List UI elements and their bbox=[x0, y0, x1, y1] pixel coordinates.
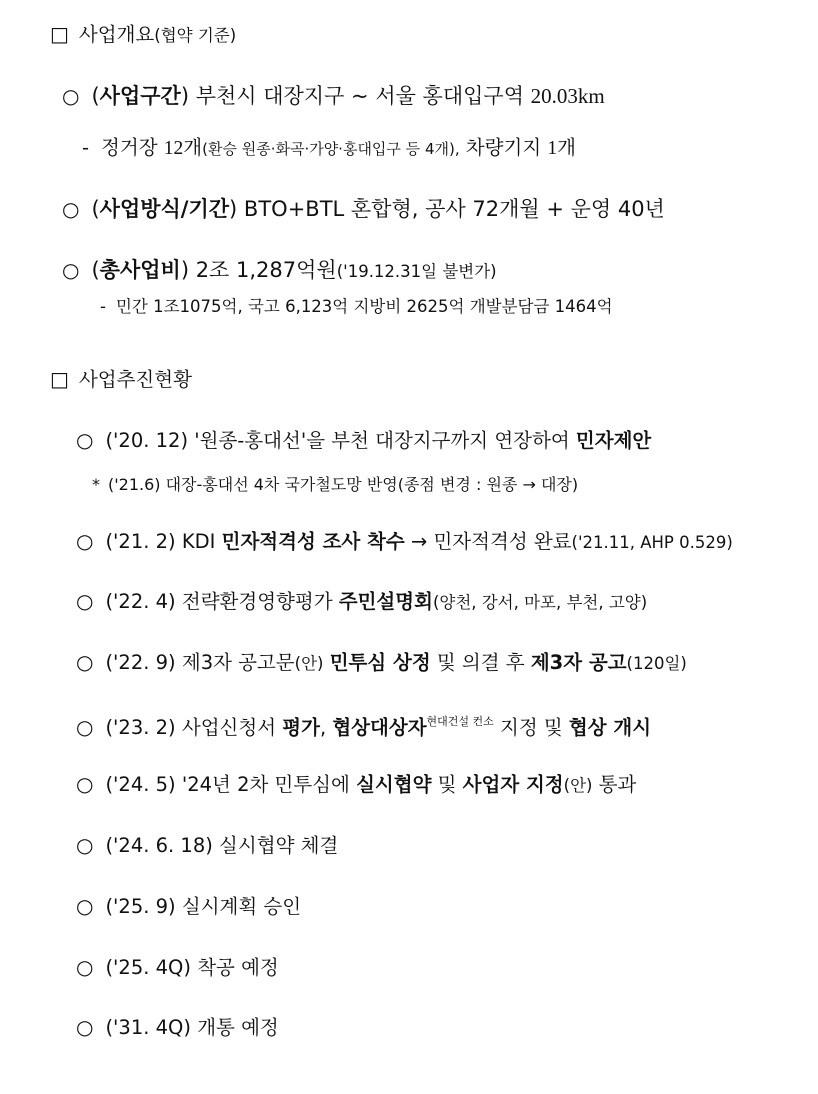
method-text: BTO+BTL 혼합형, 공사 72개월 + 운영 40년 bbox=[237, 197, 665, 221]
item-bold: 협상대상자 bbox=[332, 716, 427, 739]
item-text: 착공 예정 bbox=[191, 956, 279, 979]
s1-item-route bbox=[62, 84, 605, 108]
item-date: ('24. 5) bbox=[105, 773, 176, 796]
depot-label: 차량기지 bbox=[459, 136, 548, 159]
item-bold: 협상 개시 bbox=[568, 716, 652, 739]
circle-bullet-icon: ○ bbox=[76, 833, 94, 857]
item-note: (안) bbox=[294, 654, 324, 673]
circle-bullet-icon: ○ bbox=[62, 258, 80, 282]
item-text: 실시계획 승인 bbox=[175, 895, 302, 918]
s2-item-2204 bbox=[76, 589, 647, 615]
item-text: 사업신청서 bbox=[175, 716, 283, 739]
item-date: ('31. 4Q) bbox=[105, 1016, 191, 1039]
method-label: 사업방식/기간 bbox=[99, 197, 230, 221]
paren-open: ( bbox=[91, 258, 100, 282]
stations-note: (환승 원종·화곡·가양·홍대입구 등 4개), bbox=[202, 140, 460, 158]
circle-bullet-icon: ○ bbox=[76, 529, 94, 553]
note-text: ('21.6) 대장-홍대선 4차 국가철도망 반영(종점 변경 : 원종 → 대장) bbox=[108, 475, 579, 494]
item-superscript: 현대건설 컨소 bbox=[426, 715, 494, 728]
s2-item-2405 bbox=[76, 772, 636, 798]
cost-text: 2조 1,287억원 bbox=[189, 258, 337, 282]
circle-bullet-icon: ○ bbox=[62, 197, 80, 221]
section1-heading bbox=[50, 22, 236, 48]
paren-open: ( bbox=[91, 84, 100, 108]
star-bullet-icon: * bbox=[92, 475, 100, 494]
item-bold: 평가 bbox=[282, 716, 320, 739]
route-length: 20.03km bbox=[530, 84, 605, 108]
paren-open: ( bbox=[91, 197, 100, 221]
item-text: '원종-홍대선'을 부천 대장지구까지 연장하여 bbox=[188, 429, 576, 452]
circle-bullet-icon: ○ bbox=[76, 650, 94, 674]
circle-bullet-icon: ○ bbox=[76, 589, 94, 613]
item-bold: 제3자 공고 bbox=[530, 651, 627, 674]
section1-title-note: (협약 기준) bbox=[154, 26, 237, 45]
item-text: 및 의결 후 bbox=[430, 651, 531, 674]
s1-subitem-stations bbox=[82, 136, 576, 161]
circle-bullet-icon: ○ bbox=[76, 1015, 94, 1039]
section2-heading bbox=[50, 367, 192, 392]
item-text: 통과 bbox=[592, 773, 637, 796]
circle-bullet-icon: ○ bbox=[76, 894, 94, 918]
item-text: → 민자적격성 완료 bbox=[404, 530, 572, 553]
dash-bullet-icon: - bbox=[100, 297, 106, 316]
item-text: KDI bbox=[175, 530, 222, 553]
paren-close: ) bbox=[180, 258, 190, 282]
section2-title: 사업추진현황 bbox=[78, 368, 192, 391]
s2-item-240618 bbox=[76, 833, 338, 858]
s2-item-2102 bbox=[76, 529, 733, 555]
circle-bullet-icon: ○ bbox=[76, 428, 94, 452]
stations-count: 12개 bbox=[163, 138, 203, 159]
square-bullet-icon: □ bbox=[50, 22, 69, 46]
dash-bullet-icon: - bbox=[82, 136, 90, 159]
item-note: ('21.11, AHP 0.529) bbox=[571, 533, 733, 552]
stations-label: 정거장 bbox=[101, 136, 164, 159]
circle-bullet-icon: ○ bbox=[76, 955, 94, 979]
s2-item-2012-note bbox=[92, 473, 578, 497]
s2-item-2509 bbox=[76, 894, 301, 919]
circle-bullet-icon: ○ bbox=[76, 772, 94, 796]
s2-item-2012 bbox=[76, 428, 651, 453]
section1-title: 사업개요 bbox=[78, 23, 155, 46]
item-date: ('25. 9) bbox=[105, 895, 176, 918]
item-note: (120일) bbox=[626, 654, 687, 673]
s2-item-2302 bbox=[76, 710, 651, 740]
item-date: ('21. 2) bbox=[105, 530, 176, 553]
cost-label: 총사업비 bbox=[99, 258, 181, 282]
item-text: 전략환경영향평가 bbox=[175, 590, 339, 613]
item-date: ('25. 4Q) bbox=[105, 956, 191, 979]
item-bold: 민자제안 bbox=[575, 429, 652, 452]
route-label: 사업구간 bbox=[99, 84, 181, 108]
item-date: ('22. 4) bbox=[105, 590, 176, 613]
item-date: ('22. 9) bbox=[105, 651, 176, 674]
item-note: (양천, 강서, 마포, 부천, 고양) bbox=[432, 593, 648, 612]
item-date: ('23. 2) bbox=[105, 716, 176, 739]
s1-subitem-funding bbox=[100, 295, 613, 319]
s2-item-2209 bbox=[76, 650, 687, 676]
item-text: , bbox=[319, 716, 333, 739]
paren-close: ) bbox=[180, 84, 190, 108]
item-bold: 실시협약 bbox=[356, 773, 432, 796]
item-date: ('20. 12) bbox=[105, 429, 189, 452]
s1-item-method bbox=[62, 197, 665, 221]
item-text: 실시협약 체결 bbox=[212, 834, 339, 857]
s2-item-254q bbox=[76, 955, 279, 980]
square-bullet-icon: □ bbox=[50, 367, 69, 391]
circle-bullet-icon: ○ bbox=[76, 715, 94, 739]
circle-bullet-icon: ○ bbox=[62, 84, 80, 108]
item-text: 지정 및 bbox=[493, 716, 569, 739]
item-note: (안) bbox=[563, 776, 593, 795]
item-text: 제3자 공고문 bbox=[175, 651, 295, 674]
s2-item-314q bbox=[76, 1015, 279, 1040]
cost-note: ('19.12.31일 불변가) bbox=[336, 262, 497, 281]
item-text: 및 bbox=[431, 773, 463, 796]
s1-item-cost bbox=[62, 258, 497, 284]
route-text: 부천시 대장지구 ~ 서울 홍대입구역 bbox=[189, 84, 531, 108]
item-bold: 사업자 지정 bbox=[462, 773, 564, 796]
item-date: ('24. 6. 18) bbox=[105, 834, 213, 857]
funding-text: 민간 1조1075억, 국고 6,123억 지방비 2625억 개발분담금 1464억 bbox=[115, 297, 613, 316]
item-bold: 민자적격성 조사 착수 bbox=[221, 530, 405, 553]
depot-count: 1개 bbox=[547, 138, 576, 159]
item-text: 개통 예정 bbox=[191, 1016, 279, 1039]
item-bold: 민투심 상정 bbox=[329, 651, 431, 674]
item-text: '24년 2차 민투심에 bbox=[175, 773, 357, 796]
paren-close: ) bbox=[229, 197, 238, 221]
item-bold: 주민설명회 bbox=[338, 590, 433, 613]
